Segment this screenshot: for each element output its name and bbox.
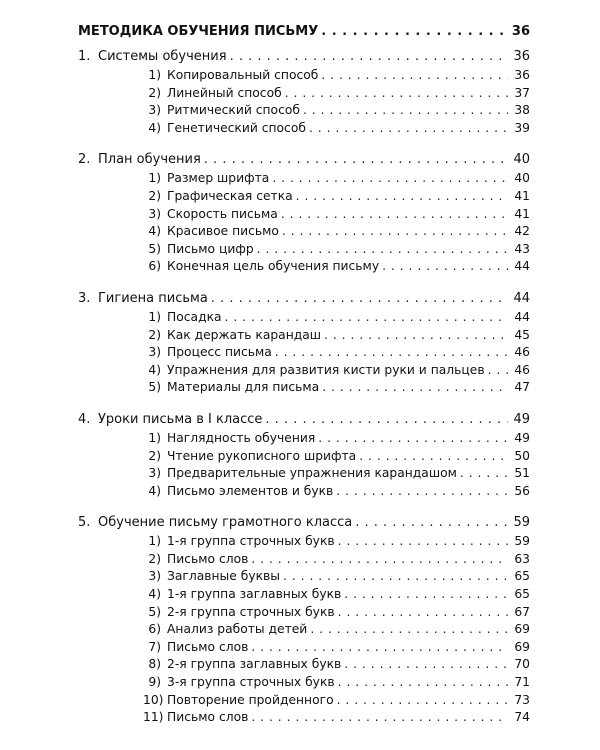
toc-leader bbox=[78, 289, 508, 309]
section-label bbox=[78, 47, 230, 67]
item-title: Размер шрифта bbox=[167, 171, 270, 186]
item-label bbox=[143, 448, 359, 466]
dot-leader bbox=[318, 430, 508, 448]
item-title: Посадка bbox=[167, 309, 222, 324]
toc-item-entry[interactable] bbox=[78, 327, 530, 345]
item-number: 3) bbox=[148, 206, 161, 221]
dot-leader bbox=[309, 120, 508, 138]
dot-leader bbox=[283, 568, 508, 586]
toc-page-number: 36 bbox=[513, 49, 530, 64]
dot-leader bbox=[344, 586, 508, 604]
toc-leader bbox=[143, 188, 508, 206]
item-label bbox=[143, 586, 344, 604]
item-number: 7) bbox=[148, 639, 161, 654]
toc-item-entry[interactable] bbox=[78, 465, 530, 483]
toc-page-number: 46 bbox=[514, 345, 530, 360]
item-number: 4) bbox=[148, 362, 161, 377]
toc-item-entry[interactable] bbox=[78, 586, 530, 604]
dot-leader bbox=[251, 639, 508, 657]
toc-page-number: 59 bbox=[513, 515, 530, 531]
item-number: 2) bbox=[148, 448, 161, 463]
item-label bbox=[143, 639, 251, 657]
toc-page-number: 49 bbox=[513, 411, 530, 427]
item-number: 2) bbox=[148, 327, 161, 342]
toc-item-entry[interactable] bbox=[78, 604, 530, 622]
toc-page-number: 51 bbox=[514, 466, 530, 481]
item-number: 2) bbox=[148, 188, 161, 203]
toc-item-entry[interactable] bbox=[78, 430, 530, 448]
toc-page-number: 73 bbox=[514, 692, 530, 707]
item-title: 1-я группа заглавных букв bbox=[167, 587, 342, 602]
item-number: 3) bbox=[148, 466, 161, 481]
toc-item-entry[interactable] bbox=[78, 188, 530, 206]
item-label bbox=[143, 709, 251, 727]
toc-item-entry[interactable] bbox=[78, 568, 530, 586]
item-label bbox=[143, 362, 488, 380]
item-title: Скорость письма bbox=[167, 206, 278, 221]
item-label bbox=[143, 483, 336, 501]
dot-leader bbox=[382, 258, 508, 276]
toc-item-entry[interactable] bbox=[78, 170, 530, 188]
toc-leader bbox=[143, 67, 508, 85]
toc-item-entry[interactable] bbox=[78, 258, 530, 276]
toc-leader bbox=[143, 327, 508, 345]
item-label bbox=[143, 170, 272, 188]
toc-page-number: 71 bbox=[514, 675, 530, 690]
item-title: Письмо слов bbox=[167, 639, 249, 654]
item-title: 3-я группа строчных букв bbox=[167, 675, 335, 690]
toc-page-number: 44 bbox=[514, 259, 530, 274]
section-title: Системы обучения bbox=[98, 49, 227, 64]
toc-leader bbox=[143, 309, 508, 327]
toc-page-number: 50 bbox=[514, 448, 530, 463]
item-number: 1) bbox=[148, 534, 161, 549]
dot-leader bbox=[251, 551, 508, 569]
item-number: 8) bbox=[148, 657, 161, 672]
section-label bbox=[78, 410, 265, 430]
toc-leader bbox=[143, 170, 508, 188]
toc-item-entry[interactable] bbox=[78, 102, 530, 120]
toc-item-entry[interactable] bbox=[78, 551, 530, 569]
toc-page-number: 41 bbox=[514, 206, 530, 221]
toc-page-number: 36 bbox=[511, 24, 530, 39]
dot-leader bbox=[281, 206, 508, 224]
toc-leader bbox=[143, 465, 508, 483]
item-number: 6) bbox=[148, 259, 161, 274]
dot-leader bbox=[321, 22, 508, 42]
section-title: План обучения bbox=[98, 152, 201, 168]
item-number: 4) bbox=[148, 483, 161, 498]
item-title: 2-я группа строчных букв bbox=[167, 604, 335, 619]
item-number: 1) bbox=[148, 171, 161, 186]
item-number: 1) bbox=[148, 68, 161, 82]
toc-leader bbox=[143, 379, 508, 397]
item-label bbox=[143, 327, 324, 345]
toc-section-entry[interactable] bbox=[78, 47, 530, 67]
toc-page-number: 44 bbox=[513, 290, 530, 306]
item-label bbox=[143, 674, 338, 692]
item-title: 1-я группа строчных букв bbox=[167, 534, 335, 549]
dot-leader bbox=[296, 188, 508, 206]
toc-page-number: 74 bbox=[514, 710, 530, 725]
item-label bbox=[143, 656, 344, 674]
toc-page-number: 40 bbox=[514, 171, 530, 186]
dot-leader bbox=[225, 309, 508, 327]
section-label bbox=[78, 289, 211, 309]
toc-item-entry[interactable] bbox=[78, 379, 530, 397]
toc-item-entry[interactable] bbox=[78, 709, 530, 727]
item-title: Наглядность обучения bbox=[167, 430, 316, 445]
toc-item-entry[interactable] bbox=[78, 483, 530, 501]
dot-leader bbox=[460, 465, 508, 483]
item-title: Упражнения для развития кисти руки и пальцев bbox=[167, 362, 485, 377]
item-title: Материалы для письма bbox=[167, 380, 320, 395]
toc-title-label: МЕТОДИКА ОБУЧЕНИЯ ПИСЬМУ bbox=[78, 22, 321, 42]
item-label bbox=[143, 206, 281, 224]
item-label bbox=[143, 430, 318, 448]
toc-page-number: 67 bbox=[514, 604, 530, 619]
toc-page-number: 65 bbox=[514, 587, 530, 602]
dot-leader bbox=[211, 289, 508, 309]
toc-page-number: 49 bbox=[514, 430, 530, 445]
toc-leader bbox=[78, 150, 508, 170]
toc-page-number: 46 bbox=[514, 362, 530, 377]
dot-leader bbox=[355, 513, 508, 533]
toc-leader bbox=[143, 241, 508, 259]
item-number: 1) bbox=[148, 430, 161, 445]
toc-item-entry[interactable] bbox=[78, 85, 530, 103]
item-number: 6) bbox=[148, 622, 161, 637]
item-label bbox=[143, 692, 337, 710]
toc-leader bbox=[143, 692, 508, 710]
item-number: 2) bbox=[148, 85, 161, 100]
toc-page-number: 69 bbox=[514, 622, 530, 637]
toc-item-entry[interactable] bbox=[78, 639, 530, 657]
toc-page-number: 41 bbox=[514, 188, 530, 203]
toc-page-number: 43 bbox=[514, 241, 530, 256]
dot-leader bbox=[359, 448, 508, 466]
dot-leader bbox=[322, 379, 508, 397]
dot-leader bbox=[338, 533, 508, 551]
item-number: 5) bbox=[148, 604, 161, 619]
toc-leader bbox=[143, 551, 508, 569]
toc-item-entry[interactable] bbox=[78, 206, 530, 224]
toc-leader bbox=[143, 344, 508, 362]
toc-page-number: 69 bbox=[514, 639, 530, 654]
item-title: Линейный способ bbox=[167, 85, 282, 100]
toc-page-number: 63 bbox=[514, 551, 530, 566]
section-title: Уроки письма в I классе bbox=[98, 411, 263, 427]
item-number: 1) bbox=[148, 309, 161, 324]
item-number: 3) bbox=[148, 103, 161, 118]
toc-item-entry[interactable] bbox=[78, 241, 530, 259]
section-label bbox=[78, 513, 355, 533]
item-label bbox=[143, 102, 303, 120]
dot-leader bbox=[272, 170, 508, 188]
item-number: 9) bbox=[148, 675, 161, 690]
item-title: Конечная цель обучения письму bbox=[167, 259, 380, 274]
item-title: Процесс письма bbox=[167, 345, 272, 360]
toc-item-entry[interactable] bbox=[78, 362, 530, 380]
toc-page-number: 36 bbox=[514, 68, 530, 82]
item-label bbox=[143, 604, 338, 622]
toc-page-number: 38 bbox=[514, 103, 530, 118]
toc-leader bbox=[143, 568, 508, 586]
table-of-contents bbox=[78, 22, 530, 727]
toc-leader bbox=[143, 656, 508, 674]
dot-leader bbox=[303, 102, 508, 120]
toc-leader bbox=[143, 639, 508, 657]
toc-page-number: 70 bbox=[514, 657, 530, 672]
toc-leader bbox=[143, 430, 508, 448]
toc-title-entry[interactable] bbox=[78, 22, 530, 42]
toc-page-number: 42 bbox=[514, 224, 530, 239]
toc-leader bbox=[143, 362, 508, 380]
item-number: 5) bbox=[148, 380, 161, 395]
toc-section-entry[interactable] bbox=[78, 410, 530, 430]
toc-page-number: 59 bbox=[514, 534, 530, 549]
dot-leader bbox=[265, 410, 508, 430]
dot-leader bbox=[282, 223, 508, 241]
item-label bbox=[143, 551, 251, 569]
toc-item-entry[interactable] bbox=[78, 692, 530, 710]
toc-leader bbox=[143, 586, 508, 604]
item-title: Ритмический способ bbox=[167, 103, 300, 118]
section-title: Гигиена письма bbox=[98, 290, 208, 306]
item-label bbox=[143, 344, 275, 362]
toc-page-number: 44 bbox=[514, 309, 530, 324]
toc-section-entry[interactable] bbox=[78, 513, 530, 533]
toc-leader bbox=[143, 448, 508, 466]
item-number: 3) bbox=[148, 345, 161, 360]
dot-leader bbox=[275, 344, 508, 362]
item-title: Письмо элементов и букв bbox=[167, 483, 334, 498]
dot-leader bbox=[285, 85, 508, 103]
dot-leader bbox=[310, 621, 508, 639]
section-title: Обучение письму грамотного класса bbox=[98, 515, 353, 531]
item-number: 4) bbox=[148, 587, 161, 602]
item-number: 4) bbox=[148, 120, 161, 135]
toc-item-entry[interactable] bbox=[78, 656, 530, 674]
dot-leader bbox=[336, 483, 508, 501]
toc-item-entry[interactable] bbox=[78, 448, 530, 466]
toc-item-entry[interactable] bbox=[78, 674, 530, 692]
toc-item-entry[interactable] bbox=[78, 120, 530, 138]
item-label bbox=[143, 67, 321, 85]
item-title: Генетический способ bbox=[167, 120, 306, 135]
item-number: 4) bbox=[148, 224, 161, 239]
toc-leader bbox=[143, 483, 508, 501]
item-title: Красивое письмо bbox=[167, 224, 279, 239]
item-title: Копировальный способ bbox=[167, 68, 319, 82]
toc-page-number: 47 bbox=[514, 380, 530, 395]
dot-leader bbox=[251, 709, 508, 727]
dot-leader bbox=[344, 656, 508, 674]
item-label bbox=[143, 241, 257, 259]
dot-leader bbox=[204, 150, 508, 170]
dot-leader bbox=[324, 327, 508, 345]
toc-leader bbox=[143, 102, 508, 120]
toc-leader bbox=[143, 533, 508, 551]
toc-item-entry[interactable] bbox=[78, 67, 530, 85]
toc-page-number: 45 bbox=[514, 327, 530, 342]
item-title: Письмо слов bbox=[167, 710, 249, 725]
item-label bbox=[143, 533, 338, 551]
section-number: 2. bbox=[78, 152, 91, 168]
item-title: Как держать карандаш bbox=[167, 327, 322, 342]
item-title: Повторение пройденного bbox=[167, 692, 334, 707]
item-title: Чтение рукописного шрифта bbox=[167, 448, 357, 463]
toc-item-entry[interactable] bbox=[78, 309, 530, 327]
item-title: Графическая сетка bbox=[167, 188, 293, 203]
item-label bbox=[143, 309, 225, 327]
toc-page-number: 65 bbox=[514, 569, 530, 584]
dot-leader bbox=[338, 604, 508, 622]
section-number: 4. bbox=[78, 411, 91, 427]
item-label bbox=[143, 258, 382, 276]
item-title: Анализ работы детей bbox=[167, 622, 308, 637]
toc-page-number: 37 bbox=[514, 85, 530, 100]
item-label bbox=[143, 85, 285, 103]
item-number: 11) bbox=[143, 710, 164, 725]
item-label bbox=[143, 568, 283, 586]
toc-page-number: 56 bbox=[514, 483, 530, 498]
toc-item-entry[interactable] bbox=[78, 621, 530, 639]
dot-leader bbox=[488, 362, 508, 380]
item-label bbox=[143, 621, 310, 639]
toc-leader bbox=[143, 674, 508, 692]
section-number: 3. bbox=[78, 290, 91, 306]
section-label bbox=[78, 150, 204, 170]
item-title: Предварительные упражнения карандашом bbox=[167, 466, 457, 481]
section-number: 1. bbox=[78, 49, 91, 64]
toc-leader bbox=[78, 513, 508, 533]
toc-leader bbox=[78, 22, 508, 42]
item-title: Письмо слов bbox=[167, 551, 249, 566]
item-title: Письмо цифр bbox=[167, 241, 254, 256]
item-title: 2-я группа заглавных букв bbox=[167, 657, 342, 672]
dot-leader bbox=[321, 67, 508, 85]
toc-leader bbox=[143, 709, 508, 727]
dot-leader bbox=[257, 241, 508, 259]
dot-leader bbox=[337, 692, 508, 710]
toc-leader bbox=[143, 604, 508, 622]
toc-leader bbox=[143, 120, 508, 138]
item-label bbox=[143, 223, 282, 241]
toc-leader bbox=[143, 206, 508, 224]
toc-item-entry[interactable] bbox=[78, 223, 530, 241]
toc-leader bbox=[143, 223, 508, 241]
toc-leader bbox=[78, 47, 508, 67]
item-number: 3) bbox=[148, 569, 161, 584]
dot-leader bbox=[338, 674, 508, 692]
toc-leader bbox=[143, 258, 508, 276]
item-title: Заглавные буквы bbox=[167, 569, 280, 584]
item-number: 2) bbox=[148, 551, 161, 566]
toc-page-number: 40 bbox=[513, 152, 530, 168]
section-number: 5. bbox=[78, 515, 91, 531]
item-label bbox=[143, 379, 322, 397]
dot-leader bbox=[230, 47, 508, 67]
item-label bbox=[143, 465, 460, 483]
item-number: 5) bbox=[148, 241, 161, 256]
toc-page-number: 39 bbox=[514, 120, 530, 135]
toc-section-entry[interactable] bbox=[78, 289, 530, 309]
toc-leader bbox=[143, 85, 508, 103]
toc-section-entry[interactable] bbox=[78, 150, 530, 170]
item-number: 10) bbox=[143, 692, 164, 707]
toc-leader bbox=[78, 410, 508, 430]
toc-item-entry[interactable] bbox=[78, 344, 530, 362]
item-label bbox=[143, 120, 309, 138]
item-label bbox=[143, 188, 296, 206]
toc-leader bbox=[143, 621, 508, 639]
toc-item-entry[interactable] bbox=[78, 533, 530, 551]
